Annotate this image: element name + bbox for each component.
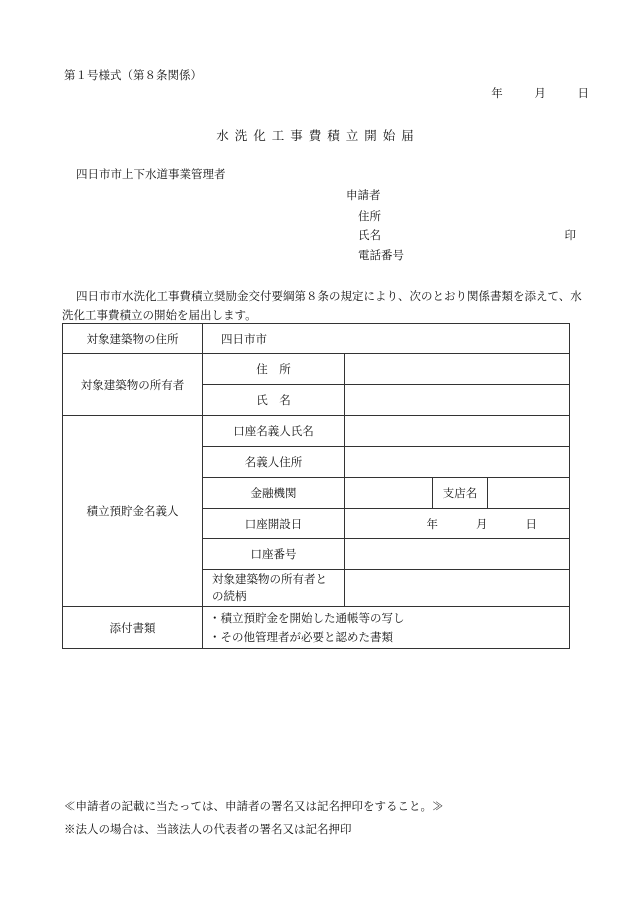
attachment-item: ・積立預貯金を開始した通帳等の写し <box>209 610 405 625</box>
holder-address-label: 名義人住所 <box>203 447 345 478</box>
attachments-row <box>63 607 570 649</box>
open-date-month-label: 月 <box>476 516 488 531</box>
owner-address-row <box>63 354 570 385</box>
account-number-field[interactable] <box>345 539 570 570</box>
relation-label: 対象建築物の所有者との続柄 <box>203 570 345 607</box>
building-address-label: 対象建築物の住所 <box>63 324 203 354</box>
attachments-list <box>203 607 570 649</box>
applicant-address-label: 住所 <box>358 209 381 223</box>
applicant-name-label: 氏名 <box>358 228 381 242</box>
form-number: 第１号様式（第８条関係） <box>64 68 202 82</box>
addressee: 四日市市上下水道事業管理者 <box>76 167 226 181</box>
holder-address-field[interactable] <box>345 447 570 478</box>
date-day-label: 日 <box>577 86 589 100</box>
account-holder-field[interactable] <box>345 416 570 447</box>
corporation-note: ※法人の場合は、当該法人の代表者の署名又は記名押印 <box>64 822 352 836</box>
account-holder-row <box>63 416 570 447</box>
date-month-label: 月 <box>534 86 546 100</box>
bank-field[interactable] <box>345 478 433 509</box>
date-year-label: 年 <box>491 86 503 100</box>
applicant-label: 申請者 <box>346 188 381 202</box>
open-date-label: 口座開設日 <box>203 509 345 539</box>
owner-address-field[interactable] <box>345 354 570 385</box>
relation-field[interactable] <box>345 570 570 607</box>
branch-field[interactable] <box>488 478 570 509</box>
applicant-phone-label: 電話番号 <box>358 248 404 262</box>
branch-label: 支店名 <box>433 478 488 509</box>
seal-mark: 印 <box>564 228 576 242</box>
body-text: 四日市市水洗化工事費積立奨励金交付要綱第８条の規定により、次のとおり関係書類を添えて、水洗化工事費積立の開始を届出します。 <box>62 289 582 322</box>
account-holder-label: 口座名義人氏名 <box>203 416 345 447</box>
attachment-item: ・その他管理者が必要と認めた書類 <box>209 629 393 644</box>
owner-name-field[interactable] <box>345 385 570 416</box>
submission-date <box>491 85 589 101</box>
application-table <box>62 323 570 649</box>
owner-name-label: 氏 名 <box>203 385 345 416</box>
building-address-value[interactable]: 四日市市 <box>203 324 570 354</box>
open-date-day-label: 日 <box>525 516 537 531</box>
owner-label: 対象建築物の所有者 <box>63 354 203 416</box>
attachments-label: 添付書類 <box>63 607 203 649</box>
bank-label: 金融機関 <box>203 478 345 509</box>
open-date-field[interactable] <box>345 509 570 539</box>
account-number-label: 口座番号 <box>203 539 345 570</box>
building-address-row <box>63 324 570 354</box>
owner-address-label: 住 所 <box>203 354 345 385</box>
signature-note: ≪申請者の記載に当たっては、申請者の署名又は記名押印をすること。≫ <box>64 799 444 813</box>
open-date-year-label: 年 <box>426 516 438 531</box>
depositor-label: 積立預貯金名義人 <box>63 416 203 607</box>
document-title: 水洗化工事費積立開始届 <box>216 128 420 143</box>
